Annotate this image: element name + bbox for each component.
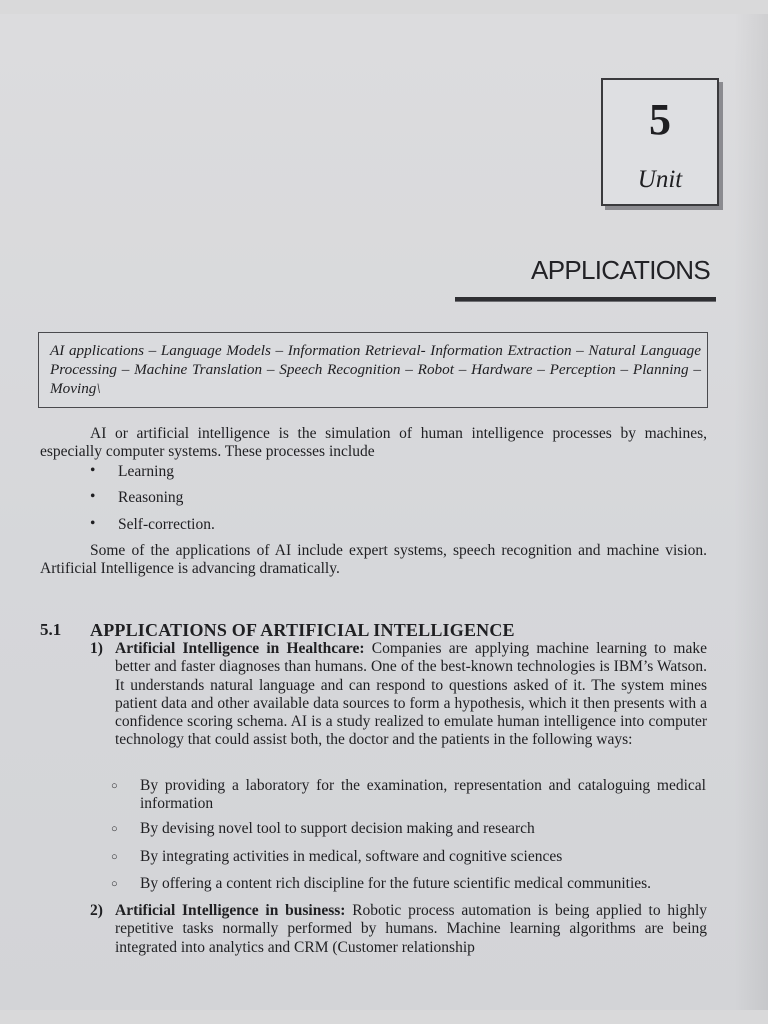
bullet-icon: • — [90, 515, 96, 532]
topics-summary-text: AI applications – Language Models – Information Retrieval- Information Extraction – Natural Language Processing – Machine Translation – Speech Recognition – Robot – Hardware – Perception – Planning – Moving\ — [50, 342, 701, 397]
item-text: Robotic process automation is being applied to highly repetitive tasks normally performed by humans. Machine learning algorithms are being integrated into analytics and CRM (Customer relationship — [115, 902, 708, 956]
bullet-text: Learning — [118, 463, 174, 480]
bullet-text: Reasoning — [118, 489, 184, 506]
circle-bullet-icon: ○ — [111, 823, 118, 835]
sub-item-text: By devising novel tool to support decision making and research — [140, 820, 535, 837]
circle-bullet-icon: ○ — [111, 878, 118, 890]
bullet-icon: • — [90, 462, 96, 479]
chapter-title: APPLICATIONS — [531, 255, 710, 285]
topics-summary-box — [38, 332, 708, 408]
intro-paragraph: AI or artificial intelligence is the simulation of human intelligence processes by machines, especially computer systems. These processes include — [40, 425, 707, 460]
sub-item-text: By providing a laboratory for the examination, representation and cataloguing medical information — [140, 777, 706, 812]
bullet-item — [90, 463, 250, 483]
healthcare-item — [115, 640, 707, 750]
bullet-item — [90, 489, 250, 509]
sub-item-text: By offering a content rich discipline for the future scientific medical communities. — [140, 875, 652, 892]
circle-bullet-icon: ○ — [111, 780, 118, 792]
bullet-item — [90, 516, 250, 536]
item-number: 1) — [90, 640, 103, 657]
page-edge-shadow — [734, 14, 768, 1010]
item-heading: Artificial Intelligence in business: — [115, 902, 346, 919]
applications-paragraph: Some of the applications of AI include expert systems, speech recognition and machine vision. Artificial Intelligence is advancing dramatically. — [40, 542, 707, 577]
item-heading: Artificial Intelligence in Healthcare: — [115, 640, 365, 657]
unit-number: 5 — [649, 95, 671, 144]
item-text: Companies are applying machine learning to make better and faster diagnoses than humans. One of the best-known technologies is IBM’s Watson. It understands natural language and can respond to questions asked of it. The system mines patient data and other available data sources to form a hypothesis, which it then presents with a confidence scoring schema. AI is a study realized to emulate human intelligence into computer technology that could assist both, the doctor and the patients in the following ways: — [115, 640, 707, 749]
unit-label: Unit — [637, 166, 683, 193]
bullet-icon: • — [90, 488, 96, 505]
textbook-page — [0, 14, 768, 1010]
sub-list-item — [111, 777, 709, 815]
unit-box — [601, 78, 719, 206]
sub-item-text: By integrating activities in medical, software and cognitive sciences — [140, 848, 563, 865]
item-number: 2) — [90, 902, 103, 919]
section-number: 5.1 — [40, 620, 62, 639]
circle-bullet-icon: ○ — [111, 851, 118, 863]
section-title: APPLICATIONS OF ARTIFICIAL INTELLIGENCE — [90, 620, 515, 640]
title-underline — [455, 297, 716, 302]
bullet-text: Self-correction. — [118, 516, 215, 533]
business-item — [115, 902, 707, 957]
